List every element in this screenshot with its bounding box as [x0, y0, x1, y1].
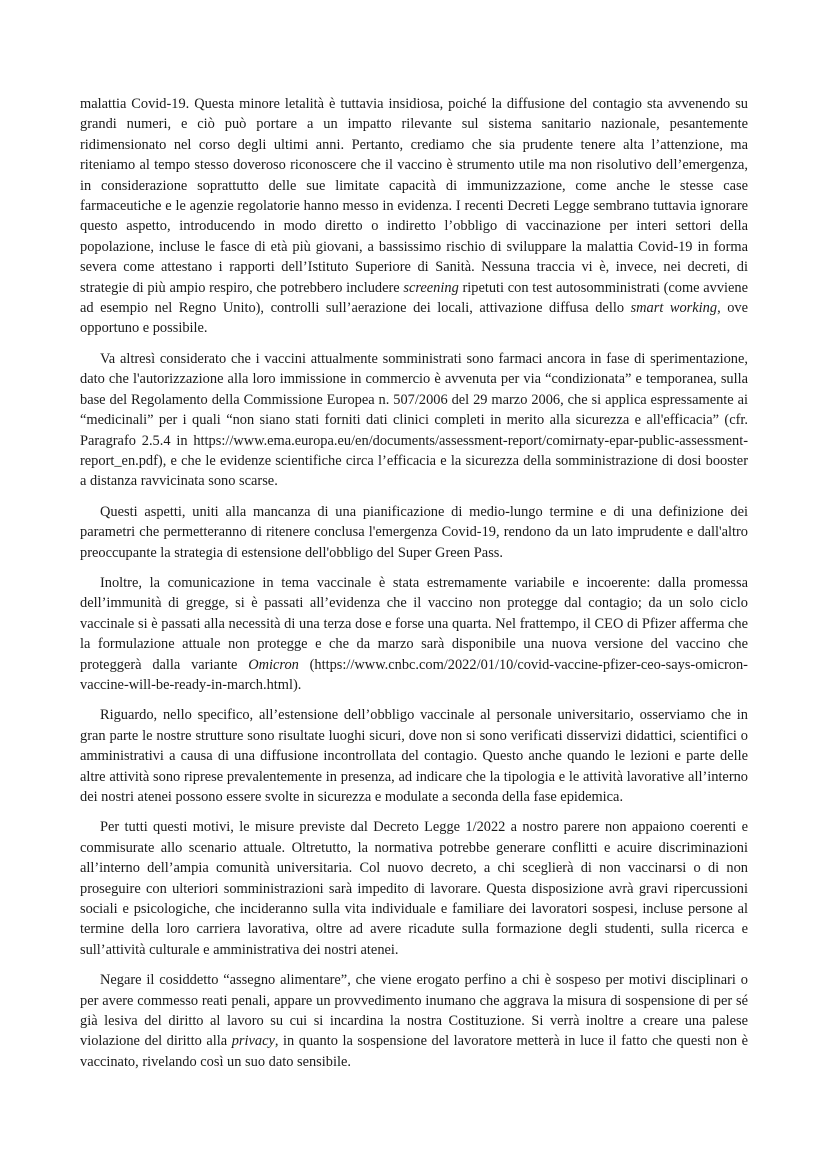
- italic-run: Omicron: [248, 656, 299, 673]
- text-run: Va altresì considerato che i vaccini attualmente somministrati sono farmaci ancora in fase di sperimentazione, dato che l'autorizzazione alla loro immissione in commercio è avvenuta per via “condizionata” e temporanea, sulla base del Regolamento della Commissione Europea n. 507/2006 del 29 marzo 2006, che si applica espressamente ai “medicinali” per i quali “non siano stati forniti dati clinici completi in merito alla sicurezza e all'efficacia” (cfr. Paragrafo 2.5.4 in https://www.ema.europa.eu/en/documents/assessment-report/comirnaty-epar-public-assessment-report_en.pdf), e che le evidenze scientifiche circa l’efficacia e la sicurezza della somministrazione di dosi booster a distanza ravvicinata sono scarse.: [80, 350, 748, 490]
- text-run: Negare il cosiddetto “assegno alimentare”, che viene erogato perfino a chi è sospeso per motivi disciplinari o per avere commesso reati penali, appare un provvedimento inumano che aggrava la misura di sospensione di per sé già lesiva del diritto al lavoro su cui si incardina la nostra Costituzione. Si verrà inoltre a creare una palese violazione del diritto alla: [80, 972, 748, 1050]
- text-run: ripetuti con test autosomministrati (come avviene ad esempio nel Regno Unito), controlli sull’aerazione dei locali, attivazione diffusa dello: [80, 279, 748, 317]
- paragraph-1: [80, 94, 748, 339]
- document-page: [80, 94, 748, 1082]
- paragraph-6: [80, 817, 748, 960]
- text-run: Per tutti questi motivi, le misure previste dal Decreto Legge 1/2022 a nostro parere non appaiono coerenti e commisurate allo scenario attuale. Oltretutto, la normativa potrebbe generare conflitti e acuire discriminazioni all’interno dell’ampia comunità universitaria. Col nuovo decreto, a chi sceglierà di non vaccinarsi o di non proseguire con ulteriori somministrazioni sarà impedito di lavorare. Questa disposizione avrà gravi ripercussioni sociali e psicologiche, che incideranno sulla vita individuale e familiare dei lavoratori sospesi, incluse persone al termine della loro carriera lavorativa, oltre ad avere ricadute sulla formazione degli studenti, sulla ricerca e sull’attività culturale e amministrativa dei nostri atenei.: [80, 819, 748, 958]
- text-run: Inoltre, la comunicazione in tema vaccinale è stata estremamente variabile e incoerente: dalla promessa dell’immunità di gregge, si è passati all’evidenza che il vaccino non protegge dal contagio; da un solo ciclo vaccinale si è passati alla necessità di una terza dose e forse una quarta. Nel frattempo, il CEO di Pfizer afferma che la formulazione attuale non protegge e che da marzo sarà disponibile una nuova versione del vaccino che proteggerà dalla variante: [80, 574, 748, 673]
- paragraph-3: [80, 502, 748, 563]
- paragraph-4: [80, 573, 748, 695]
- italic-run: privacy: [231, 1033, 275, 1050]
- italic-run: screening: [403, 279, 459, 296]
- text-run: (https://www.cnbc.com/2022/01/10/covid-vaccine-pfizer-ceo-says-omicron-vaccine-will-be-ready-in-march.html).: [80, 656, 748, 693]
- italic-run: smart working: [630, 300, 718, 317]
- text-run: malattia Covid-19. Questa minore letalità è tuttavia insidiosa, poiché la diffusione del contagio sta avvenendo su grandi numeri, e ciò può portare a un impatto rilevante sul sistema sanitario nazionale, pesantemente ridimensionato nel corso degli ultimi anni. Pertanto, crediamo che sia prudente tenere alta l’attenzione, ma riteniamo al tempo stesso doveroso riconoscere che il vaccino è strumento utile ma non risolutivo dell’emergenza, in considerazione soprattutto delle sue limitate capacità di immunizzazione, come anche le stesse case farmaceutiche e le agenzie regolatorie hanno messo in evidenza. I recenti Decreti Legge sembrano tuttavia ignorare questo aspetto, introducendo in modo diretto o indiretto l’obbligo di vaccinazione per interi settori della popolazione, incluse le fasce di età più giovani, a bassissimo rischio di sviluppare la malattia Covid-19 in forma severa come attestano i rapporti dell’Istituto Superiore di Sanità. Nessuna traccia vi è, invece, nei decreti, di strategie di più ampio respiro, che potrebbero includere: [80, 96, 748, 296]
- text-run: Questi aspetti, uniti alla mancanza di una pianificazione di medio-lungo termine e di una definizione dei parametri che permetteranno di ritenere conclusa l'emergenza Covid-19, rendono da un lato imprudente e dall'altro preoccupante la strategia di estensione dell'obbligo del Super Green Pass.: [80, 503, 748, 561]
- text-run: Riguardo, nello specifico, all’estensione dell’obbligo vaccinale al personale universitario, osserviamo che in gran parte le nostre strutture sono risultate luoghi sicuri, dove non si sono verificati disservizi didattici, scientifici o amministrativi a causa di una diffusione incontrollata del contagio. Questo anche quando le lezioni e parte delle altre attività sono riprese prevalentemente in presenza, ad indicare che la tipologia e le attività lavorative all’interno dei nostri atenei possono essere svolte in sicurezza e modulate a seconda della fase epidemica.: [80, 707, 748, 805]
- paragraph-5: [80, 705, 748, 807]
- paragraph-2: [80, 349, 748, 492]
- text-run: , in quanto la sospensione del lavoratore metterà in luce il fatto che questi non è vaccinato, rivelando così un suo dato sensibile.: [80, 1033, 749, 1070]
- paragraph-7: [80, 970, 748, 1072]
- text-run: , ove opportuno e possibile.: [80, 300, 748, 337]
